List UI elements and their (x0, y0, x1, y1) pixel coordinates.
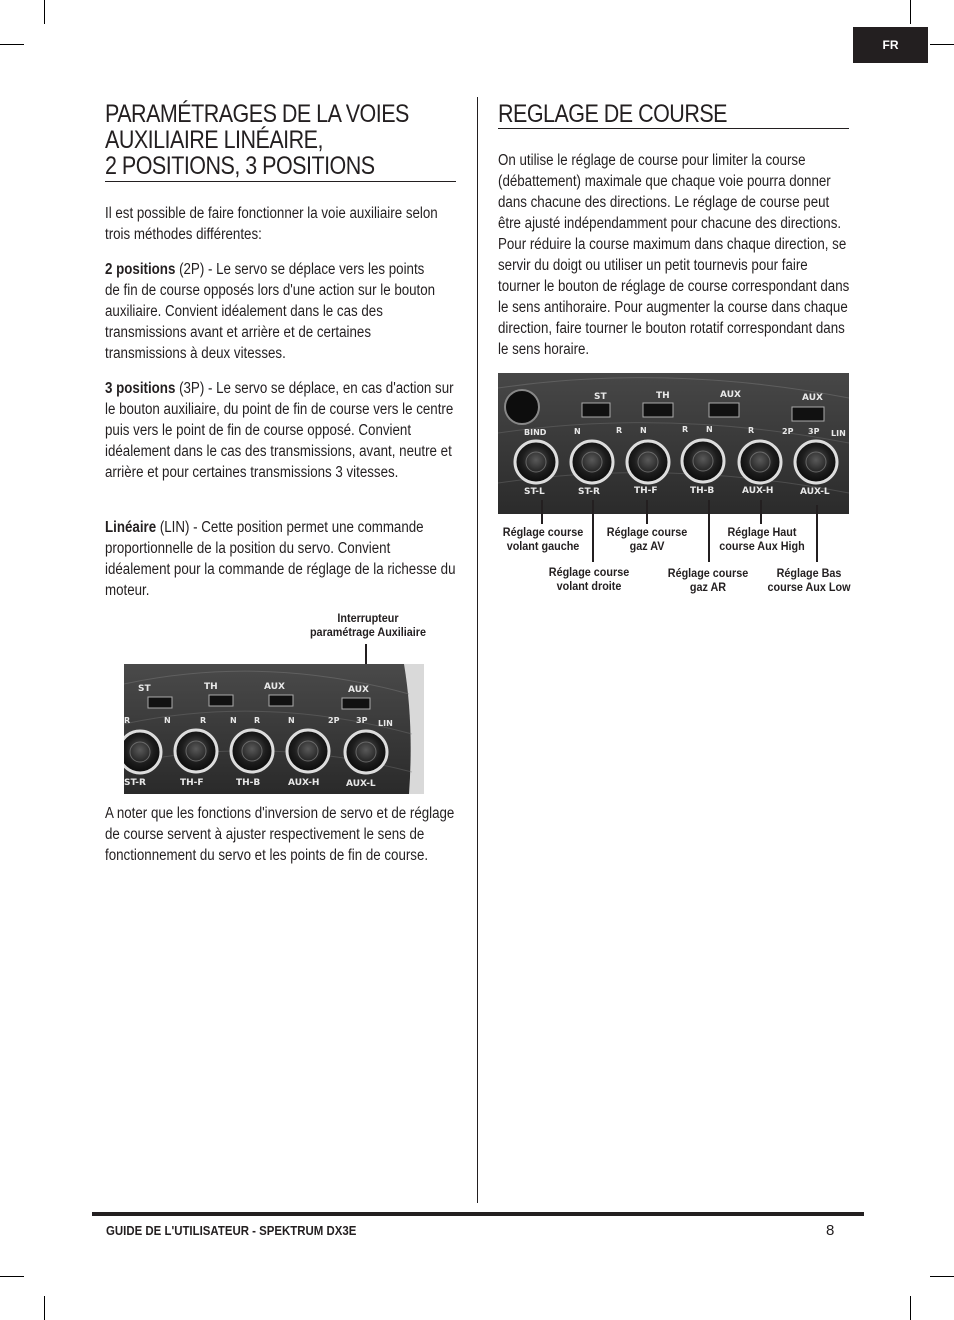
callout-th-f (602, 525, 692, 553)
callout-line: volant droite (556, 579, 622, 593)
linear-text: (LIN) - Cette position permet une commande proportionnelle de la position du servo. Convient idéalement pour la commande de réglage de la richesse du moteur. (105, 519, 456, 599)
crop-mark (44, 0, 45, 24)
knob-label: TH-B (236, 778, 261, 788)
knob-label: AUX-L (800, 487, 830, 497)
aux-switch-callout (307, 611, 429, 639)
three-position-text: (3P) - Le servo se déplace, en cas d'action sur le bouton auxiliaire, du point de fin de course vers le centre puis vers le point de fin de course opposé. Convient idéalement dans le cas des transmissions, avant, neutre et arrière et pour certaines transmissions 3 vitesses. (105, 380, 454, 481)
switch-label: AUX (720, 390, 741, 400)
linear-label: Linéaire (105, 519, 157, 536)
switch-label: ST (594, 392, 607, 402)
language-tab: FR (853, 27, 928, 63)
position-label: R (200, 716, 207, 725)
callout-line: Interrupteur (337, 611, 399, 625)
callout-line: Réglage course (667, 566, 749, 580)
position-label: N (288, 716, 295, 725)
knob-label: ST-L (524, 487, 545, 497)
travel-panel-photo (498, 373, 849, 514)
position-label: R (748, 426, 755, 435)
travel-panel-illustration (498, 373, 849, 514)
switch-label: AUX (802, 393, 823, 403)
switch-label: AUX (264, 682, 285, 692)
callout-st-r (544, 565, 634, 593)
crop-mark (0, 1276, 24, 1277)
knob-label: AUX-L (346, 779, 376, 789)
right-heading-rule (498, 128, 849, 129)
leader-st-r (592, 500, 594, 562)
column-divider (477, 97, 478, 1203)
position-label: 2P (328, 716, 340, 725)
callout-line: Réglage Bas (776, 566, 842, 580)
left-heading-rule (105, 181, 456, 182)
three-position-label: 3 positions (105, 380, 176, 397)
callout-line: gaz AV (629, 539, 665, 553)
knob-label: AUX-H (288, 778, 320, 788)
bind-label: BIND (524, 428, 547, 437)
knob-label: ST-R (578, 487, 600, 497)
leader-aux-l (816, 505, 818, 562)
linear-paragraph (105, 517, 456, 601)
position-label: N (164, 716, 171, 725)
position-label: N (230, 716, 237, 725)
crop-mark (910, 0, 911, 24)
leader-th-b (708, 500, 710, 562)
position-label: 3P (808, 427, 820, 436)
crop-mark (930, 1276, 954, 1277)
left-heading-line-1: PARAMÉTRAGES DE LA VOIES (105, 100, 409, 128)
position-label: LIN (831, 429, 846, 438)
knob-label: TH-B (690, 486, 715, 496)
callout-line: Réglage course (548, 565, 630, 579)
position-label: R (124, 716, 131, 725)
position-label: 2P (782, 427, 794, 436)
aux-panel-photo (124, 664, 424, 794)
callout-line: course Aux Low (767, 580, 851, 594)
callout-line: Réglage course (606, 525, 688, 539)
crop-mark (910, 1296, 911, 1320)
leader-st-l (541, 500, 543, 524)
aux-panel-illustration (124, 664, 424, 794)
note-paragraph: A noter que les fonctions d'inversion de servo et de réglage de course servent à ajuster respectivement le sens de fonctionnement du servo et les points de fin de course. (105, 805, 455, 864)
aux-switch-leader (365, 644, 367, 666)
crop-mark (930, 44, 954, 45)
callout-line: Réglage Haut (727, 525, 797, 539)
position-label: N (706, 425, 713, 434)
switch-label: TH (204, 682, 218, 692)
callout-line: Réglage course (502, 525, 584, 539)
knob-label: TH-F (180, 778, 204, 788)
leader-aux-h (760, 500, 762, 524)
travel-adjust-paragraph: On utilise le réglage de course pour limiter la course (débattement) maximale que chaque voie pourra donner dans chacune des directions. Le réglage de course peut être ajusté indépendamment pour chacune des directions. Pour réduire la course maximum dans chaque direction, se servir du doigt ou utiliser un petit tournevis pour faire tourner le bouton de réglage de course correspondant dans le sens antihoraire. Pour augmenter la course dans chaque direction, faire tourner le bouton rotatif correspondant dans le sens horaire. (498, 152, 850, 358)
position-label: R (616, 426, 623, 435)
callout-line: course Aux High (719, 539, 805, 553)
callout-th-b (663, 566, 753, 594)
callout-aux-l (761, 566, 856, 594)
position-label: LIN (378, 719, 393, 728)
footer-title: GUIDE DE L'UTILISATEUR - SPEKTRUM DX3E (106, 1223, 357, 1238)
crop-mark (0, 44, 24, 45)
knob-label: ST-R (124, 778, 146, 788)
switch-label: AUX (348, 685, 369, 695)
position-label: 3P (356, 716, 368, 725)
switch-label: TH (656, 391, 670, 401)
position-label: N (640, 426, 647, 435)
two-position-paragraph (105, 259, 440, 364)
position-label: R (254, 716, 261, 725)
intro-paragraph: Il est possible de faire fonctionner la voie auxiliaire selon trois méthodes différentes: (105, 205, 438, 243)
two-position-label: 2 positions (105, 261, 176, 278)
two-position-text: (2P) - Le servo se déplace vers les points de fin de course opposés lors d'une action sur le bouton auxiliaire. Convient idéalement dans le cas des transmissions avant et arrière et de certaines transmissions à deux vitesses. (105, 261, 436, 362)
position-label: N (574, 427, 581, 436)
callout-line: gaz AR (689, 580, 727, 594)
page-number: 8 (826, 1222, 835, 1239)
callout-aux-h (712, 525, 813, 553)
callout-st-l (498, 525, 588, 553)
leader-th-f (646, 500, 648, 524)
switch-label: ST (138, 684, 151, 694)
footer-rule (92, 1212, 864, 1216)
callout-line: volant gauche (506, 539, 580, 553)
left-heading-line-3: 2 POSITIONS, 3 POSITIONS (105, 152, 375, 180)
knob-label: AUX-H (742, 486, 774, 496)
left-heading-line-2: AUXILIAIRE LINÉAIRE, (105, 126, 323, 154)
knob-label: TH-F (634, 486, 658, 496)
position-label: R (682, 425, 689, 434)
right-heading: REGLAGE DE COURSE (498, 100, 727, 128)
three-position-paragraph (105, 378, 456, 483)
callout-line: paramétrage Auxiliaire (309, 625, 427, 639)
crop-mark (44, 1296, 45, 1320)
